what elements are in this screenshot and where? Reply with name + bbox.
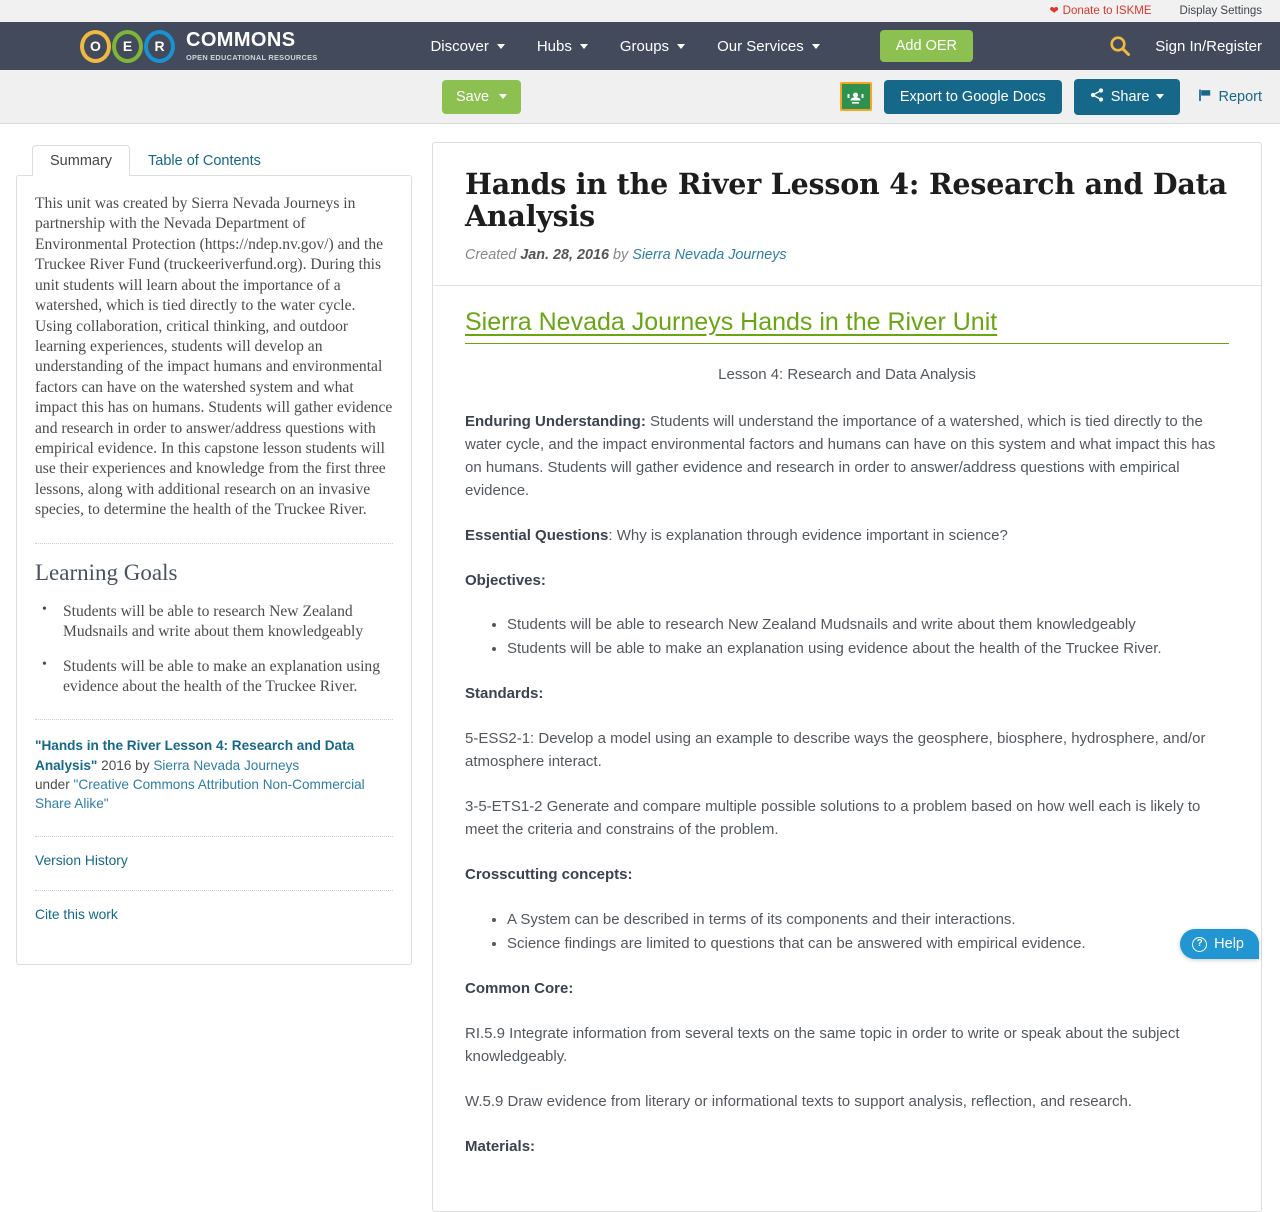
paragraph-text: 3-5-ETS1-2 Generate and compare multiple possible solutions to a problem based on how well each is likely to meet the criteria and constrains of the problem. (465, 798, 1201, 839)
lesson-subtitle: Lesson 4: Research and Data Analysis (718, 365, 976, 383)
logo-ring-e (112, 30, 143, 63)
help-widget-button[interactable] (1180, 929, 1259, 959)
share-icon (1090, 88, 1104, 106)
attribution-under-label: under (35, 777, 74, 793)
body-paragraph (465, 525, 1229, 548)
created-label: Created (465, 246, 517, 263)
nav-links (430, 30, 973, 62)
unit-heading-rule (465, 343, 1229, 344)
chevron-down-icon (812, 44, 820, 49)
divider (35, 890, 393, 891)
body-paragraph (465, 728, 1229, 774)
search-icon[interactable] (1109, 35, 1131, 57)
oer-commons-logo[interactable] (80, 30, 317, 63)
sidebar (16, 142, 412, 965)
logo-ring-r (144, 30, 175, 63)
tab-summary[interactable]: Summary (32, 145, 130, 176)
unit-heading-link[interactable]: Sierra Nevada Journeys Hands in the River Unit (465, 307, 998, 336)
body-list (465, 909, 1229, 956)
chevron-down-icon (580, 44, 588, 49)
nav-item-hubs-label: Hubs (536, 37, 572, 55)
body-paragraph (465, 1023, 1229, 1069)
learning-goals-title: Learning Goals (35, 559, 178, 585)
learning-goals-list (35, 602, 393, 698)
logo-letter-r: R (148, 34, 171, 59)
paragraph-lead: Objectives: (465, 571, 546, 589)
heart-icon: ❤ (1049, 4, 1059, 17)
display-settings-link[interactable]: Display Settings (1179, 5, 1262, 17)
document-author-link[interactable]: Sierra Nevada Journeys (632, 246, 787, 263)
logo-letter-o: O (84, 34, 107, 59)
nav-item-our-services-label: Our Services (717, 37, 804, 55)
body-list (465, 614, 1229, 661)
document-meta (465, 247, 1229, 263)
document-body (433, 286, 1261, 1211)
list-item: • Students will be able to make an explanation using evidence about the health of the Truckee River. (507, 638, 1229, 661)
nav-item-groups[interactable] (620, 38, 685, 55)
google-classroom-button[interactable] (840, 82, 872, 111)
logo-text (186, 30, 317, 62)
paragraph-lead: Essential Questions (465, 526, 609, 544)
paragraph-lead: Materials: (465, 1137, 536, 1155)
list-item: • Students will be able to make an explanation using evidence about the health of the Truckee River. (35, 657, 393, 698)
paragraph-text: RI.5.9 Integrate information from several texts on the same topic in order to write or speak about the subject knowledgeably. (465, 1024, 1180, 1065)
document-sections (465, 411, 1229, 1159)
chevron-down-icon (499, 94, 507, 99)
main-content-card (432, 142, 1262, 1212)
export-to-google-docs-button[interactable] (884, 80, 1062, 114)
logo-letter-e: E (116, 34, 139, 59)
help-widget-label: Help (1214, 936, 1244, 952)
list-item: • A System can be described in terms of its components and their interactions. (507, 909, 1229, 932)
report-link[interactable] (1198, 88, 1262, 106)
nav-item-our-services[interactable] (717, 38, 820, 55)
body-paragraph (465, 1136, 1229, 1159)
body-paragraph (465, 978, 1229, 1001)
created-date: Jan. 28, 2016 (520, 246, 610, 263)
sign-in-register-link[interactable]: Sign In/Register (1155, 37, 1262, 55)
by-label: by (613, 246, 629, 263)
list-item: • Students will be able to research New Zealand Mudsnails and write about them knowledgeably (507, 614, 1229, 637)
paragraph-lead: Crosscutting concepts: (465, 866, 633, 883)
paragraph-lead: Common Core: (465, 979, 574, 997)
action-toolbar-right (840, 79, 1266, 115)
logo-rings (80, 30, 175, 63)
cite-this-work-link[interactable]: Cite this work (35, 906, 118, 922)
sidebar-card (16, 175, 412, 965)
body-paragraph (465, 864, 1229, 887)
save-button-label: Save (456, 88, 490, 105)
save-button[interactable] (442, 80, 521, 114)
logo-title: COMMONS (186, 29, 296, 51)
divider (35, 836, 393, 837)
version-history-link[interactable]: Version History (35, 852, 128, 868)
paragraph-lead: Enduring Understanding: (465, 412, 646, 430)
tab-table-of-contents[interactable]: Table of Contents (148, 153, 261, 169)
document-header (433, 143, 1261, 286)
page-title: Hands in the River Lesson 4: Research and Data Analysis (465, 167, 1227, 233)
paragraph-text: Students will understand the importance of a watershed, which is tied directly to the water cycle, and the impact environmental factors and humans can have on this system and what impact this has on humans. Students will gather evidence and research in order to answer/address questions with empirical evidence. (465, 412, 1216, 499)
utility-bar (0, 0, 1280, 22)
share-button[interactable] (1074, 79, 1181, 115)
nav-item-discover[interactable] (430, 38, 504, 55)
chevron-down-icon (1156, 94, 1164, 99)
donate-link[interactable] (1049, 5, 1151, 17)
logo-ring-o (80, 30, 111, 63)
paragraph-text: W.5.9 Draw evidence from literary or informational texts to support analysis, reflection, and research. (465, 1092, 1132, 1110)
nav-item-discover-label: Discover (430, 37, 489, 55)
share-button-label: Share (1110, 88, 1150, 105)
page-layout (0, 124, 1280, 1212)
nav-item-hubs[interactable] (537, 38, 588, 55)
list-item: • Students will be able to research New Zealand Mudsnails and write about them knowledgeably (35, 602, 393, 643)
summary-text: This unit was created by Sierra Nevada Journeys in partnership with the Nevada Department of Environmental Protection (https://ndep.nv.gov/) and the Truckee River Fund (truckeeriverfund.org). During this unit students will learn about the importance of a watershed, which is tied directly to the water cycle. Using collaboration, critical thinking, and outdoor learning experiences, students will develop an understanding of the impact humans and environmental factors can have on the watershed system and what impact this has on humans. Students will gather evidence and research in order to answer/address questions with empirical evidence. In this capstone lesson students will use their experiences and knowledge from the first three lessons, along with additional research on an invasive species, to determine the health of the Truckee River. (35, 195, 393, 519)
paragraph-lead: Standards: (465, 685, 544, 703)
attribution-license-link[interactable]: "Creative Commons Attribution Non-Commercial Share Alike" (35, 777, 365, 812)
navbar-right (1109, 35, 1262, 57)
action-toolbar (0, 70, 1280, 124)
divider (35, 543, 393, 544)
main-navbar (0, 22, 1280, 70)
export-button-label: Export to Google Docs (899, 88, 1046, 105)
paragraph-text: : Why is explanation through evidence important in science? (608, 526, 1008, 544)
divider (35, 719, 393, 720)
attribution-block (35, 736, 393, 813)
nav-item-groups-label: Groups (619, 37, 670, 55)
add-oer-button[interactable]: Add OER (880, 30, 973, 62)
question-circle-icon: ? (1192, 937, 1207, 952)
body-paragraph (465, 570, 1229, 593)
chevron-down-icon (677, 44, 685, 49)
attribution-author-link[interactable]: Sierra Nevada Journeys (153, 757, 300, 773)
attribution-year-by: 2016 by (97, 757, 154, 773)
sidebar-tabs (16, 142, 412, 175)
chevron-down-icon (497, 44, 505, 49)
donate-label: Donate to ISKME (1062, 5, 1152, 17)
paragraph-text: 5-ESS2-1: Develop a model using an example to describe ways the geosphere, biosphere, hydrosphere, and/or atmosphere interact. (465, 730, 1206, 771)
logo-subtitle: OPEN EDUCATIONAL RESOURCES (186, 53, 318, 62)
body-paragraph (465, 683, 1229, 706)
body-paragraph (465, 411, 1229, 503)
body-paragraph (465, 1091, 1229, 1114)
body-paragraph (465, 796, 1229, 842)
report-label: Report (1218, 88, 1262, 105)
attribution-work-title: "Hands in the River Lesson 4: Research and Data Analysis" (35, 738, 355, 773)
list-item: • Science findings are limited to questions that can be answered with empirical evidence. (507, 933, 1229, 956)
flag-icon (1198, 88, 1212, 106)
